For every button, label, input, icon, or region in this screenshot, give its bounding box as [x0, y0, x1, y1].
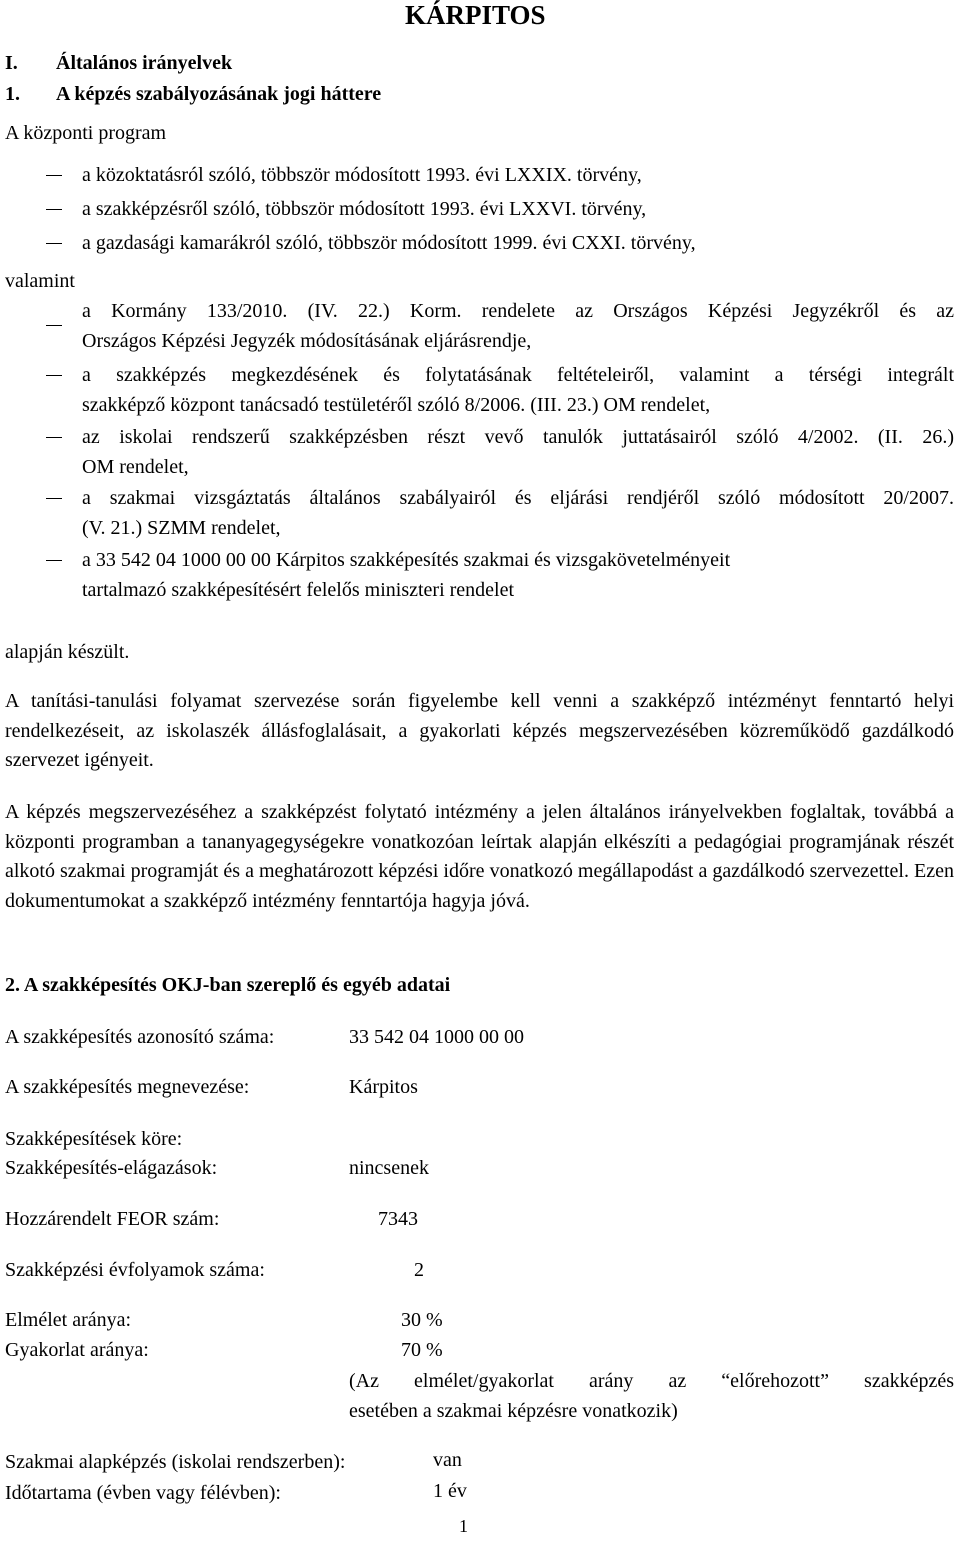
field-label: Gyakorlat aránya:: [5, 1339, 149, 1361]
field-label: A szakképesítés megnevezése:: [5, 1076, 250, 1098]
page-number: 1: [459, 1516, 468, 1536]
field-label: Szakképzési évfolyamok száma:: [5, 1259, 265, 1281]
field-label: Elmélet aránya:: [5, 1309, 132, 1331]
list-dash: [46, 209, 62, 210]
field-label: Szakképesítések köre:: [5, 1128, 183, 1150]
list-item-line: a szakmai vizsgáztatás általános szabályairól és eljárási rendjéről szóló módosított 20/2007.: [82, 487, 954, 509]
section-number: I.: [5, 52, 18, 74]
paragraph: A tanítási-tanulási folyamat szervezése során figyelembe kell venni a szakképző intézményt fenntartó helyi rendelkezéseit, az iskolaszék állásfoglalásait, a gyakorlati képzés megszervezésében közreműködő gazdálkodó szervezet igényeit.: [5, 690, 954, 772]
section-2-title: 2. A szakképesítés OKJ-ban szereplő és egyéb adatai: [5, 974, 451, 996]
intro-text: A központi program: [5, 122, 167, 144]
paragraph: A képzés megszervezéséhez a szakképzést folytató intézmény a jelen általános irányelvekben foglaltak, továbbá a központi programban a tananyagegységekre vonatkozóan leírtak alapján elkészíti a pedagógiai programjának részét alkotó szakmai programját és a meghatározott képzési időre vonatkozó megállapodást a gazdálkodó szervezettel. Ezen dokumentumokat a szakképző intézmény fenntartója hagyja jóvá.: [5, 801, 954, 912]
list-item-line: a 33 542 04 1000 00 00 Kárpitos szakképesítés szakmai és vizsgakövetelményeit: [82, 549, 731, 571]
field-label: Hozzárendelt FEOR szám:: [5, 1208, 220, 1230]
field-value: 30 %: [401, 1309, 443, 1331]
list-item: a gazdasági kamarákról szóló, többször módosított 1999. évi CXXI. törvény,: [82, 232, 696, 254]
list-item-line: a szakképzés megkezdésének és folytatásának feltételeiről, valamint a térségi integrált: [82, 364, 954, 386]
field-value: 7343: [378, 1208, 418, 1230]
list-item-line: a Kormány 133/2010. (IV. 22.) Korm. rendelete az Országos Képzési Jegyzékről és az: [82, 300, 954, 322]
subsection-title: A képzés szabályozásának jogi háttere: [56, 83, 382, 105]
list-dash: [46, 325, 62, 326]
list-item-line: szakképző központ tanácsadó testületéről szóló 8/2006. (III. 23.) OM rendelet,: [82, 394, 711, 416]
field-value: nincsenek: [349, 1157, 429, 1179]
field-label: Időtartama (évben vagy félévben):: [5, 1482, 281, 1504]
list-dash: [46, 243, 62, 244]
field-value: van: [433, 1449, 462, 1471]
list-item-line: tartalmazó szakképesítésért felelős miniszteri rendelet: [82, 579, 515, 601]
field-value: 2: [414, 1259, 424, 1281]
list-item-line: OM rendelet,: [82, 456, 189, 478]
section-title: Általános irányelvek: [56, 52, 233, 74]
list-dash: [46, 560, 62, 561]
field-value: 70 %: [401, 1339, 443, 1361]
list-item-line: (V. 21.) SZMM rendelet,: [82, 517, 281, 539]
list-dash: [46, 437, 62, 438]
ratio-note: (Az elmélet/gyakorlat arány az “előrehozott” szakképzés: [349, 1370, 954, 1392]
field-label: Szakképesítés-elágazások:: [5, 1157, 218, 1179]
list-dash: [46, 175, 62, 176]
field-value: 1 év: [433, 1480, 467, 1502]
list-item-line: Országos Képzési Jegyzék módosításának eljárásrendje,: [82, 330, 532, 352]
subsection-number: 1.: [5, 83, 20, 105]
list-item: a közoktatásról szóló, többször módosított 1993. évi LXXIX. törvény,: [82, 164, 642, 186]
alapjan-text: alapján készült.: [5, 641, 130, 663]
field-value: Kárpitos: [349, 1076, 418, 1098]
list-dash: [46, 498, 62, 499]
list-item-line: az iskolai rendszerű szakképzésben részt vevő tanulók juttatásairól szóló 4/2002. (II. 26.): [82, 426, 954, 448]
field-label: Szakmai alapképzés (iskolai rendszerben):: [5, 1451, 346, 1473]
document-title: KÁRPITOS: [405, 0, 546, 30]
field-value: 33 542 04 1000 00 00: [349, 1026, 524, 1048]
list-item: a szakképzésről szóló, többször módosított 1993. évi LXXVI. törvény,: [82, 198, 647, 220]
field-label: A szakképesítés azonosító száma:: [5, 1026, 275, 1048]
list-dash: [46, 375, 62, 376]
ratio-note: esetében a szakmai képzésre vonatkozik): [349, 1400, 678, 1422]
valamint-text: valamint: [5, 270, 75, 292]
